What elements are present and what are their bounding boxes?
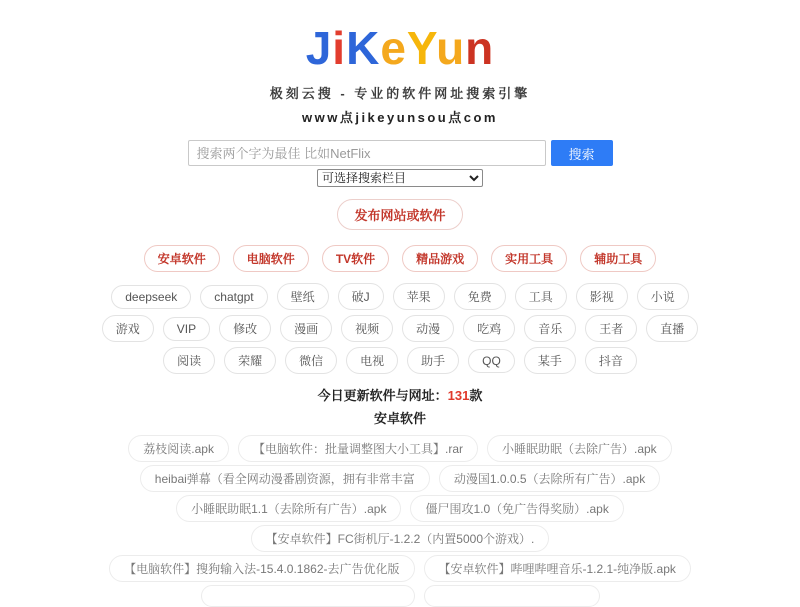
software-link[interactable]: 【电脑软件：批量调整图大小工具】.rar: [238, 435, 478, 462]
tag-pill[interactable]: 修改: [219, 315, 271, 342]
category-button[interactable]: 精品游戏: [402, 245, 478, 272]
tag-pill[interactable]: 游戏: [102, 315, 154, 342]
software-link[interactable]: 僵尸围攻1.0（免广告得奖励）.apk: [410, 495, 623, 522]
update-notice: [318, 385, 483, 404]
logo-letter: n: [465, 22, 495, 74]
software-link[interactable]: 动漫国1.0.0.5（去除所有广告）.apk: [439, 465, 660, 492]
publish-site-button[interactable]: 发布网站或软件: [337, 199, 462, 230]
tag-row: [102, 283, 698, 310]
tag-pill[interactable]: 助手: [407, 347, 459, 374]
category-button[interactable]: TV软件: [322, 245, 389, 272]
software-link[interactable]: 【安卓软件】哔哩哔哩音乐-1.2.1-纯净版.apk: [424, 555, 691, 582]
search-category-select[interactable]: [317, 169, 483, 187]
logo-letter: i: [332, 22, 347, 74]
tag-pill[interactable]: 阅读: [163, 347, 215, 374]
category-button[interactable]: 实用工具: [491, 245, 567, 272]
tag-pill[interactable]: 苹果: [393, 283, 445, 310]
logo-letter: u: [436, 22, 466, 74]
tag-row: [102, 315, 698, 342]
tag-pill[interactable]: 某手: [524, 347, 576, 374]
software-row: [109, 495, 691, 522]
site-logo: [306, 24, 495, 72]
tag-pill[interactable]: 微信: [285, 347, 337, 374]
tag-pill[interactable]: QQ: [468, 349, 515, 373]
software-link-partial[interactable]: [201, 585, 415, 607]
tag-row: [102, 347, 698, 374]
tag-pill[interactable]: 影视: [576, 283, 628, 310]
site-url: www点jikeyunsou点com: [302, 110, 498, 126]
update-count: 131: [447, 388, 470, 404]
tag-pill[interactable]: 工具: [515, 283, 567, 310]
software-link[interactable]: 【安卓软件】FC街机厅-1.2.2（内置5000个游戏）.: [251, 525, 550, 552]
category-row: [144, 245, 656, 272]
software-link[interactable]: 小睡眠助眠1.1（去除所有广告）.apk: [176, 495, 401, 522]
tag-pill[interactable]: 电视: [346, 347, 398, 374]
category-button[interactable]: 辅助工具: [580, 245, 656, 272]
tag-pill[interactable]: 荣耀: [224, 347, 276, 374]
logo-letter: J: [305, 22, 333, 74]
tag-pill[interactable]: 视频: [341, 315, 393, 342]
search-button[interactable]: 搜索: [551, 140, 613, 166]
tag-pill[interactable]: 免费: [454, 283, 506, 310]
tag-pill[interactable]: 动漫: [402, 315, 454, 342]
software-row: [109, 465, 691, 492]
tag-pill[interactable]: 直播: [646, 315, 698, 342]
update-notice-prefix: 今日更新软件与网址：: [317, 388, 448, 404]
tag-pill[interactable]: 音乐: [524, 315, 576, 342]
site-tagline: 极刻云搜 - 专业的软件网址搜索引擎: [269, 86, 531, 102]
software-row-partial: [201, 585, 600, 607]
tag-pill[interactable]: 吃鸡: [463, 315, 515, 342]
update-notice-suffix: 款: [469, 388, 483, 404]
tag-pill[interactable]: 漫画: [280, 315, 332, 342]
software-row: [109, 435, 691, 462]
tag-pill[interactable]: deepseek: [111, 285, 191, 309]
tag-pill[interactable]: VIP: [163, 317, 210, 341]
tag-pill[interactable]: 抖音: [585, 347, 637, 374]
section-title-android: 安卓软件: [373, 411, 426, 427]
search-input[interactable]: [188, 140, 546, 166]
tag-pill[interactable]: 破J: [338, 283, 384, 310]
logo-letter: e: [380, 22, 407, 74]
software-row: [109, 555, 691, 582]
tag-pill[interactable]: 壁纸: [277, 283, 329, 310]
logo-letter: Y: [406, 22, 437, 74]
tag-pill[interactable]: chatgpt: [200, 285, 267, 309]
software-list: [109, 432, 691, 582]
software-link[interactable]: 【电脑软件】搜狗输入法-15.4.0.1862-去广告优化版: [109, 555, 414, 582]
software-row: [109, 525, 691, 552]
software-link[interactable]: 小睡眠助眠（去除广告）.apk: [487, 435, 672, 462]
tag-pill[interactable]: 小说: [637, 283, 689, 310]
software-link[interactable]: heibai弹幕（看全网动漫番剧资源，拥有非常丰富: [140, 465, 430, 492]
search-bar: [188, 140, 613, 166]
software-link[interactable]: 荔枝阅读.apk: [128, 435, 229, 462]
logo-letter: K: [346, 22, 381, 74]
category-button[interactable]: 安卓软件: [144, 245, 220, 272]
tag-pill[interactable]: 王者: [585, 315, 637, 342]
software-link-partial[interactable]: [424, 585, 600, 607]
select-row: [317, 169, 483, 187]
tags-block: [102, 278, 698, 374]
category-button[interactable]: 电脑软件: [233, 245, 309, 272]
